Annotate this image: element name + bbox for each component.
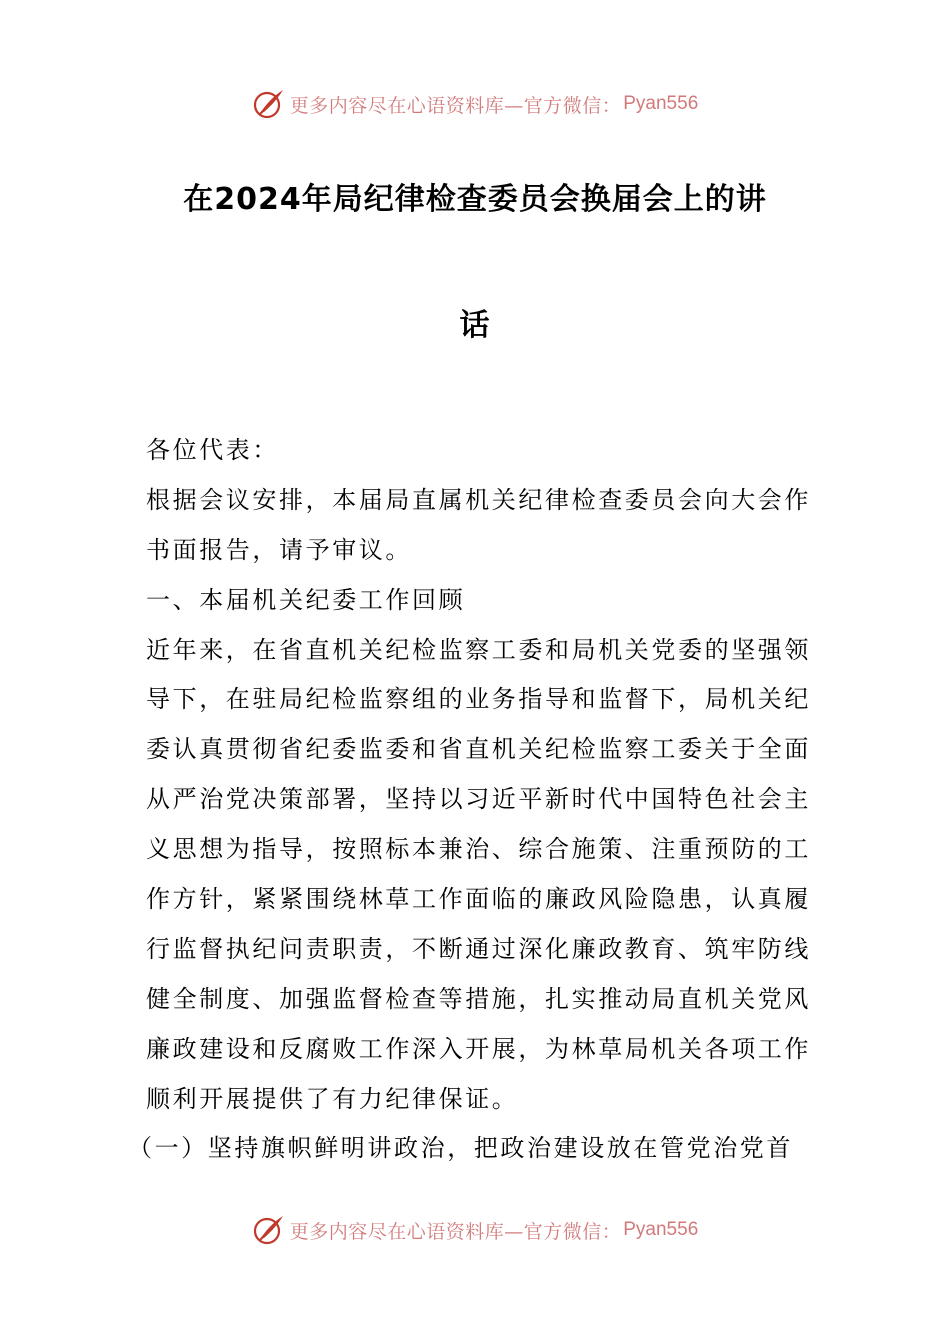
document-body [128,432,811,1180]
body-line: 导下，在驻局纪检监察组的业务指导和监督下，局机关纪 [146,685,811,714]
body-line: 义思想为指导，按照标本兼治、综合施策、注重预防的工 [146,835,811,864]
body-line: 从严治党决策部署，坚持以习近平新时代中国特色社会主 [146,785,811,814]
body-line: 委认真贯彻省纪委监委和省直机关纪检监察工委关于全面 [146,735,811,764]
body-line: 书面报告，请予审议。 [146,535,412,564]
quill-logo-icon [252,1213,286,1247]
document-title-line2: 话 [459,308,491,343]
watermark-wechat-id: Pyan556 [623,1219,699,1240]
section-heading: 一、本届机关纪委工作回顾 [146,585,466,614]
watermark-banner-top [0,86,950,122]
body-line: 各位代表： [146,436,279,464]
body-line: 健全制度、加强监督检查等措施，扎实推动局直机关党风 [146,984,811,1013]
body-line: 顺利开展提供了有力纪律保证。 [146,1084,519,1113]
body-line: 根据会议安排，本届局直属机关纪律检查委员会向大会作 [146,485,811,514]
watermark-wechat-id: Pyan556 [623,93,699,114]
body-line: 近年来，在省直机关纪检监察工委和局机关党委的坚强领 [146,635,811,664]
subsection-heading: （一）坚持旗帜鲜明讲政治，把政治建设放在管党治党首 [128,1134,793,1163]
body-line: 廉政建设和反腐败工作深入开展，为林草局机关各项工作 [146,1034,811,1063]
quill-logo-icon [252,87,286,121]
document-title-line1: 在2024年局纪律检查委员会换届会上的讲 [183,182,767,217]
watermark-text: 更多内容尽在心语资料库—官方微信： [289,1220,622,1243]
body-line: 行监督执纪问责职责，不断通过深化廉政教育、筑牢防线 [146,934,811,963]
body-line: 作方针，紧紧围绕林草工作面临的廉政风险隐患，认真履 [146,885,811,914]
watermark-text: 更多内容尽在心语资料库—官方微信： [289,94,622,117]
watermark-banner-bottom [0,1212,950,1248]
